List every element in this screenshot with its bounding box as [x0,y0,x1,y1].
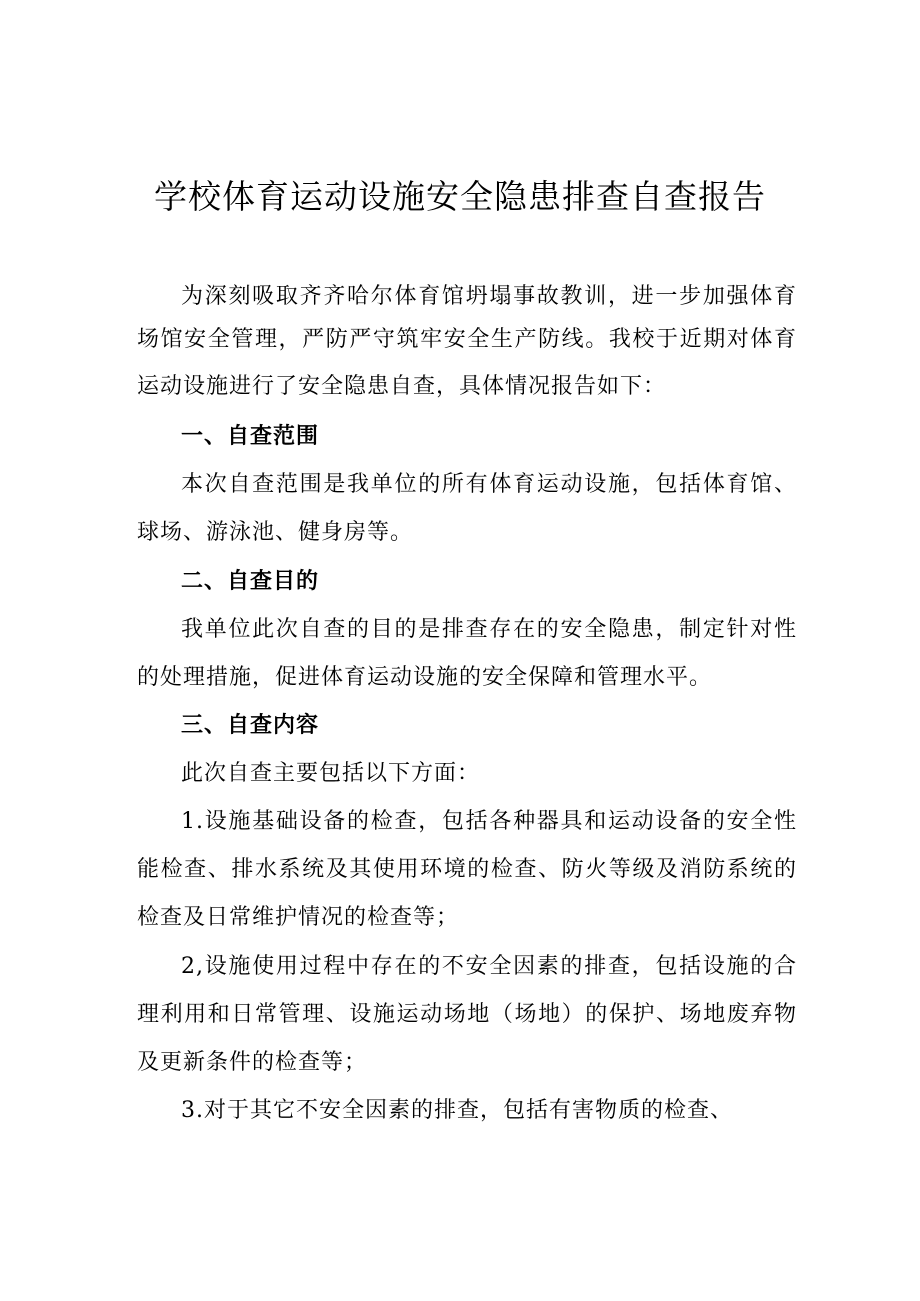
list-item-line: 1.设施基础设备的检查，包括各种器具和运动设备的安全性 [181,809,797,834]
document-title: 学校体育运动设施安全隐患排查自查报告 [154,177,766,216]
list-item-line: 理利用和日常管理、设施运动场地（场地）的保护、场地废弃物 [137,1002,797,1027]
section-heading: 一、自查范围 [181,424,320,449]
paragraph-line: 我单位此次自查的目的是排查存在的安全隐患，制定针对性 [181,617,797,642]
list-item-line: 2,设施使用过程中存在的不安全因素的排查，包括设施的合 [181,954,797,979]
paragraph-line: 的处理措施，促进体育运动设施的安全保障和管理水平。 [137,665,713,690]
list-item-line: 3.对于其它不安全因素的排查，包括有害物质的检查、 [181,1098,733,1123]
paragraph-line: 场馆安全管理，严防严守筑牢安全生产防线。我校于近期对体育 [137,327,797,352]
list-item-line: 检查及日常维护情况的检查等； [137,905,460,930]
paragraph-line: 运动设施进行了安全隐患自查，具体情况报告如下： [137,374,667,399]
paragraph-line: 本次自查范围是我单位的所有体育运动设施，包括体育馆、 [181,472,797,497]
list-item-line: 能检查、排水系统及其使用环境的检查、防火等级及消防系统的 [137,857,797,882]
paragraph-line: 球场、游泳池、健身房等。 [137,520,414,545]
list-item-line: 及更新条件的检查等； [137,1050,368,1075]
paragraph-line: 为深刻吸取齐齐哈尔体育馆坍塌事故教训，进一步加强体育 [181,284,797,309]
section-heading: 二、自查目的 [181,569,320,594]
paragraph-line: 此次自查主要包括以下方面： [181,761,481,786]
section-heading: 三、自查内容 [181,713,320,738]
